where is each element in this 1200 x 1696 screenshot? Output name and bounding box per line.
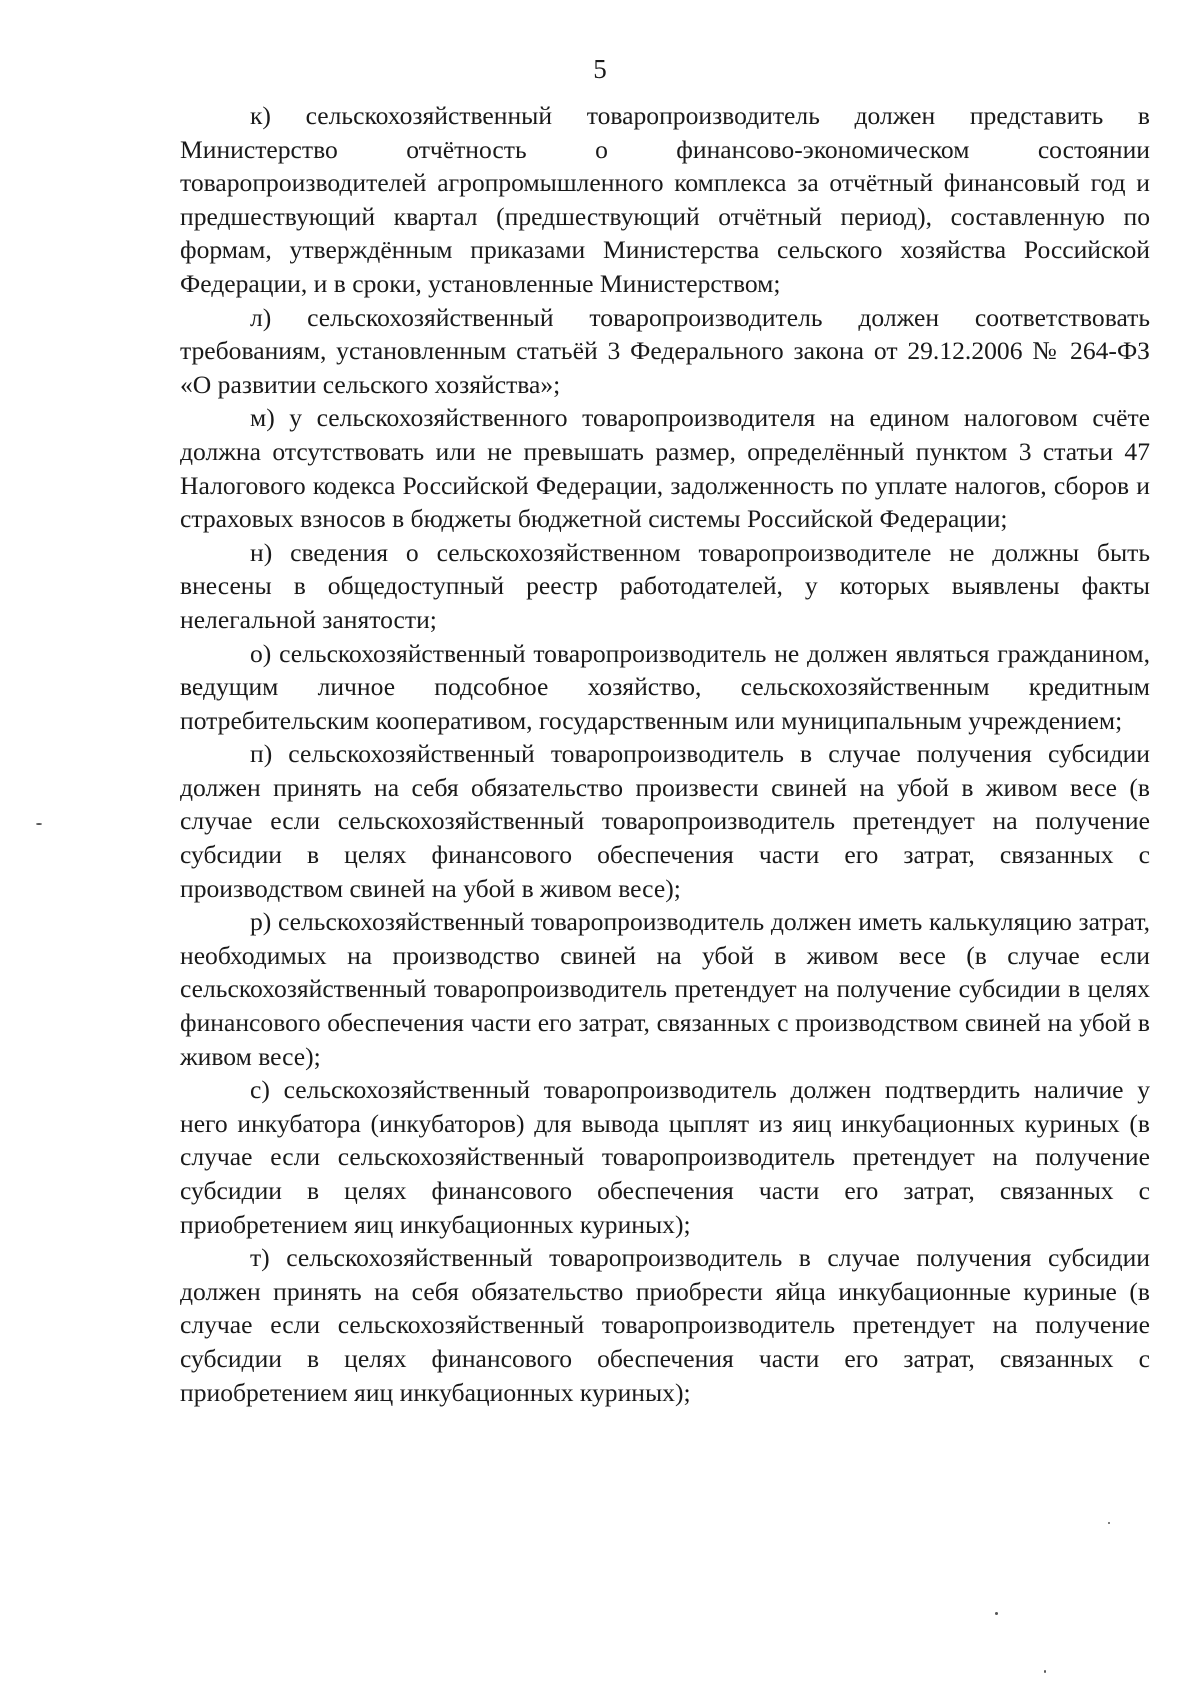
paragraph-p: п) сельскохозяйственный товаропроизводитель в случае получения субсидии должен принять на себя обязательство произвести свиней на убой в живом весе (в случае если сельскохозяйственный товаропроизводитель претендует на получение субсидии в целях финансового обеспечения части его затрат, связанных с производством свиней на убой в живом весе); (180, 739, 1150, 903)
paragraph-r: р) сельскохозяйственный товаропроизводитель должен иметь калькуляцию затрат, необходимых на производство свиней на убой в живом весе (в случае если сельскохозяйственный товаропроизводитель претендует на получение субсидии в целях финансового обеспечения части его затрат, связанных с производством свиней на убой в живом весе); (180, 907, 1150, 1071)
paragraph-l: л) сельскохозяйственный товаропроизводитель должен соответствовать требованиям, установленным статьёй 3 Федерального закона от 29.12.2006 № 264-ФЗ «О развитии сельского хозяйства»; (180, 302, 1150, 399)
paragraph-k: к) сельскохозяйственный товаропроизводитель должен представить в Министерство отчётность о финансово-экономическом состоянии товаропроизводителей агропромышленного комплекса за отчётный финансовый год и предшествующий квартал (предшествующий отчётный период), составленную по формам, утверждённым приказами Министерства сельского хозяйства Российской Федерации, и в сроки, установленные Министерством; (180, 101, 1150, 298)
scan-speck (1044, 1670, 1046, 1673)
paragraph-m: м) у сельскохозяйственного товаропроизводителя на едином налоговом счёте должна отсутствовать или не превышать размер, определённый пунктом 3 статьи 47 Налогового кодекса Российской Федерации, задолженность по уплате налогов, сборов и страховых взносов в бюджеты бюджетной системы Российской Федерации; (180, 403, 1150, 534)
page-number: 5 (593, 54, 607, 84)
paragraph-n: н) сведения о сельскохозяйственном товаропроизводителе не должны быть внесены в общедоступный реестр работодателей, у которых выявлены факты нелегальной занятости; (180, 537, 1150, 634)
paragraph-s: с) сельскохозяйственный товаропроизводитель должен подтвердить наличие у него инкубатора (инкубаторов) для вывода цыплят из яиц инкубационных куриных (в случае если сельскохозяйственный товаропроизводитель претендует на получение субсидии в целях финансового обеспечения части его затрат, связанных с приобретением яиц инкубационных куриных); (180, 1075, 1150, 1239)
scan-speck (36, 823, 42, 825)
paragraph-t: т) сельскохозяйственный товаропроизводитель в случае получения субсидии должен принять на себя обязательство приобрести яйца инкубационные куриные (в случае если сельскохозяйственный товаропроизводитель претендует на получение субсидии в целях финансового обеспечения части его затрат, связанных с приобретением яиц инкубационных куриных); (180, 1243, 1150, 1407)
paragraph-o: о) сельскохозяйственный товаропроизводитель не должен являться гражданином, ведущим личное подсобное хозяйство, сельскохозяйственным кредитным потребительским кооперативом, государственным или муниципальным учреждением; (180, 638, 1150, 735)
scan-speck (995, 1612, 998, 1615)
document-body (180, 99, 1150, 1409)
scan-speck (1108, 1522, 1110, 1524)
